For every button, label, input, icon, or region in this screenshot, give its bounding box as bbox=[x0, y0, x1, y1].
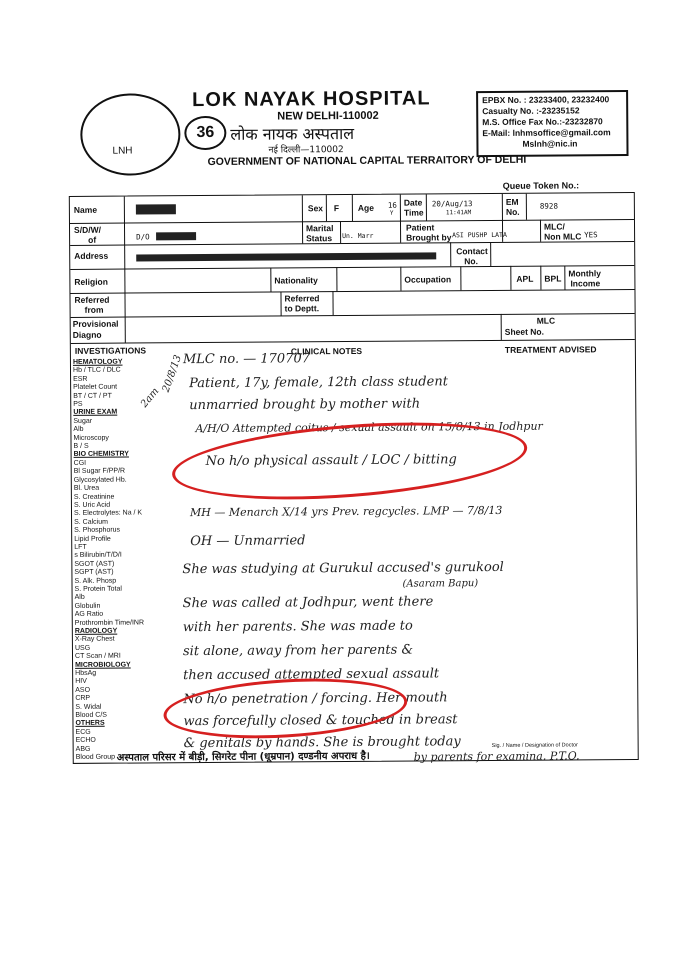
investigation-item: OTHERS bbox=[75, 720, 105, 728]
investigation-item: ESR bbox=[73, 375, 88, 383]
investigation-list bbox=[73, 358, 176, 762]
hospital-name: LOK NAYAK HOSPITAL bbox=[192, 87, 431, 112]
marital-label: Marital bbox=[305, 223, 334, 234]
investigation-item: s Bilirubin/T/D/I bbox=[74, 551, 122, 560]
non-mlc-label: Non MLC bbox=[544, 231, 582, 242]
investigation-item: SGPT (AST) bbox=[74, 568, 114, 577]
referred-from-sub-label: from bbox=[84, 304, 104, 315]
investigation-item: S. Protein Total bbox=[74, 585, 122, 593]
footer-warning: अस्पताल परिसर में बीड़ी, सिगरेट पीना (धूम्रपान) दण्डनीय अपराध है। bbox=[116, 750, 370, 764]
investigation-item: CRP bbox=[75, 695, 91, 703]
clinical-note: No h/o penetration / forcing. Her mouth bbox=[183, 690, 448, 708]
investigation-item: RADIOLOGY bbox=[74, 627, 118, 635]
investigation-item: B / S bbox=[73, 442, 89, 450]
mlc-label: MLC/ bbox=[543, 221, 565, 232]
investigation-item: S. Creatinine bbox=[73, 493, 115, 501]
sex-label: Sex bbox=[307, 203, 324, 214]
investigation-item: Sugar bbox=[73, 417, 93, 425]
investigation-item: S. Phosphorus bbox=[74, 526, 121, 535]
hospital-hindi-city: नई दिल्ली—110002 bbox=[268, 145, 344, 156]
investigation-item: ECG bbox=[75, 728, 91, 736]
clinical-note: Patient, 17y, female, 12th class student bbox=[189, 374, 448, 392]
investigation-item: S. Widal bbox=[75, 703, 102, 711]
date-note: 20/8/13 bbox=[160, 353, 184, 394]
marital-value: Un. Marr bbox=[342, 231, 374, 241]
investigation-item: Prothrombin Time/INR bbox=[74, 619, 145, 627]
investigation-item: Microscopy bbox=[73, 434, 109, 442]
clinical-note: & genitals by hands. She is brought today bbox=[183, 734, 461, 752]
contact-line: E-Mail: lnhmsoffice@gmail.com bbox=[482, 127, 611, 139]
investigation-item: CT Scan / MRI bbox=[74, 652, 121, 661]
investigation-item: Globulin bbox=[74, 602, 101, 610]
investigation-item: ABG bbox=[75, 745, 91, 753]
investigations-label: INVESTIGATIONS bbox=[74, 345, 147, 356]
clinical-note: MLC no. — 170707 bbox=[182, 351, 311, 368]
sdwo-of-label: of bbox=[88, 234, 97, 245]
investigation-item: SGOT (AST) bbox=[74, 560, 115, 568]
treatment-advised-label: TREATMENT ADVISED bbox=[504, 344, 597, 355]
investigation-item: X-Ray Chest bbox=[74, 636, 115, 644]
mlc-sheet-label: MLC bbox=[536, 315, 556, 326]
investigation-item: Blood C/S bbox=[75, 711, 107, 719]
redacted-parent bbox=[156, 232, 196, 240]
brought-by-value: ASI PUSHP LATA bbox=[452, 230, 507, 240]
monthly-label: Monthly bbox=[568, 268, 601, 279]
hospital-hindi-name: लोक नायक अस्पताल bbox=[230, 123, 355, 144]
investigation-item: Bl Sugar F/PP/R bbox=[73, 467, 126, 476]
patient-label: Patient bbox=[405, 222, 435, 233]
date-value: 20/Aug/13 bbox=[431, 199, 473, 209]
clinical-note: was forcefully closed & touched in breast bbox=[183, 712, 458, 730]
redacted-address bbox=[136, 252, 436, 261]
investigation-item: BIO CHEMISTRY bbox=[73, 451, 129, 459]
hospital-logo bbox=[80, 93, 181, 176]
hospital-form-sheet bbox=[62, 78, 665, 772]
investigation-item: S. Electrolytes: Na / K bbox=[73, 509, 143, 518]
clinical-note: then accused attempted sexual assault bbox=[183, 666, 440, 684]
referred-to-dept-label: to Deptt. bbox=[284, 303, 320, 314]
clinical-note: She was studying at Gurukul accused's gurukool bbox=[182, 559, 504, 578]
address-label: Address bbox=[74, 250, 109, 261]
mlc-sheet-no-label: Sheet No. bbox=[504, 326, 544, 337]
clinical-note: No h/o physical assault / LOC / bitting bbox=[205, 452, 457, 470]
clinical-notes-label: CLINICAL NOTES bbox=[290, 345, 363, 357]
investigation-item: ASO bbox=[75, 686, 91, 694]
investigation-item: Blood Group bbox=[75, 753, 116, 762]
investigation-item: S. Uric Acid bbox=[73, 501, 111, 509]
age-value: 16 bbox=[387, 200, 397, 210]
religion-label: Religion bbox=[74, 276, 108, 287]
clinical-note: MH — Menarch X/14 yrs Prev. regcycles. LMP — 7/8/13 bbox=[189, 503, 503, 520]
investigation-item: Alb bbox=[74, 594, 85, 602]
circled-number: 36 bbox=[184, 116, 226, 150]
hospital-city: NEW DELHI-110002 bbox=[277, 109, 379, 123]
referred-to-label: Referred bbox=[284, 293, 320, 304]
investigation-item: USG bbox=[74, 644, 91, 652]
contact-line: EPBX No. : 23233400, 23232400 bbox=[482, 94, 610, 106]
investigation-item: S. Alk. Phosp bbox=[74, 577, 117, 585]
referred-from-label: Referred bbox=[74, 294, 110, 305]
sdwo-label: S/D/W/ bbox=[73, 224, 101, 235]
investigation-item: Lipid Profile bbox=[74, 535, 111, 543]
queue-token-label: Queue Token No.: bbox=[502, 180, 580, 191]
contact-box bbox=[476, 90, 628, 157]
investigation-item: Platelet Count bbox=[73, 383, 118, 392]
investigation-item: S. Calcium bbox=[74, 518, 108, 526]
clinical-note: unmarried brought by mother with bbox=[189, 396, 421, 414]
clinical-note: OH — Unmarried bbox=[190, 533, 306, 550]
sex-value: F bbox=[333, 203, 340, 214]
investigation-item: CGI bbox=[73, 459, 87, 467]
investigation-item: PS bbox=[73, 400, 83, 408]
time-value: 11:41AM bbox=[445, 209, 472, 217]
government-title: GOVERNMENT OF NATIONAL CAPITAL TERRAITORY OF DELHI bbox=[207, 153, 527, 168]
date-label: Date bbox=[403, 197, 423, 208]
em-label: EM bbox=[505, 196, 519, 207]
marital-status-label: Status bbox=[306, 233, 333, 244]
clinical-note: She was called at Jodhpur, went there bbox=[182, 594, 434, 612]
time-note: 2am bbox=[138, 385, 162, 410]
investigation-item: Bl. Urea bbox=[73, 484, 100, 493]
clinical-note: sit alone, away from her parents & bbox=[182, 642, 414, 660]
investigation-item: BT / CT / PT bbox=[73, 392, 112, 400]
mlc-value: YES bbox=[584, 230, 598, 240]
investigation-item: AG Ratio bbox=[74, 610, 104, 619]
age-label: Age bbox=[357, 202, 374, 213]
investigation-item: Glycosylated Hb. bbox=[73, 476, 127, 484]
investigation-item: Hb / TLC / DLC bbox=[72, 367, 121, 375]
apl-label: APL bbox=[516, 273, 534, 284]
contact-line: Mslnh@nic.in bbox=[522, 138, 578, 149]
investigation-item: HbsAg bbox=[75, 669, 97, 677]
investigation-item: HIV bbox=[75, 678, 87, 686]
logo-text: LNH bbox=[112, 145, 133, 157]
contact-no-label: No. bbox=[464, 256, 478, 267]
investigation-item: HEMATOLOGY bbox=[72, 358, 123, 366]
provisional-label: Provisional bbox=[72, 318, 119, 329]
nationality-label: Nationality bbox=[274, 275, 318, 286]
investigation-item: MICROBIOLOGY bbox=[75, 661, 131, 669]
time-label: Time bbox=[403, 207, 424, 218]
contact-line: M.S. Office Fax No.:-23232870 bbox=[482, 116, 603, 128]
contact-line: Casualty No. :-23235152 bbox=[482, 105, 580, 117]
occupation-label: Occupation bbox=[404, 274, 452, 285]
em-value: 8928 bbox=[539, 201, 558, 211]
contact-label: Contact bbox=[456, 246, 488, 257]
age-unit: Y bbox=[389, 209, 394, 217]
clinical-note: (Asaram Bapu) bbox=[402, 578, 479, 590]
clinical-note: A/H/O Attempted coitus / sexual assault on 15/8/13 in Jodhpur bbox=[195, 419, 543, 436]
patient-form bbox=[69, 192, 639, 764]
investigation-item: ECHO bbox=[75, 737, 96, 745]
income-label: Income bbox=[570, 278, 601, 289]
side-note: by parents for examina. P.T.O. bbox=[413, 749, 580, 764]
signature-label: Sig. / Name / Designation of Doctor bbox=[491, 742, 578, 750]
em-no-label: No. bbox=[505, 206, 520, 217]
diagnosis-label: Diagno bbox=[72, 329, 102, 340]
brought-by-label: Brought by bbox=[406, 232, 452, 243]
bpl-label: BPL bbox=[544, 273, 562, 284]
clinical-note: with her parents. She was made to bbox=[182, 618, 413, 636]
investigation-item: LFT bbox=[74, 543, 87, 551]
name-label: Name bbox=[73, 204, 98, 215]
annotation-circle-penetration bbox=[162, 672, 409, 744]
sdwo-value: D/O bbox=[136, 232, 150, 242]
investigation-item: Alb bbox=[73, 426, 84, 434]
investigation-item: URINE EXAM bbox=[73, 409, 118, 417]
redacted-name bbox=[136, 204, 176, 214]
